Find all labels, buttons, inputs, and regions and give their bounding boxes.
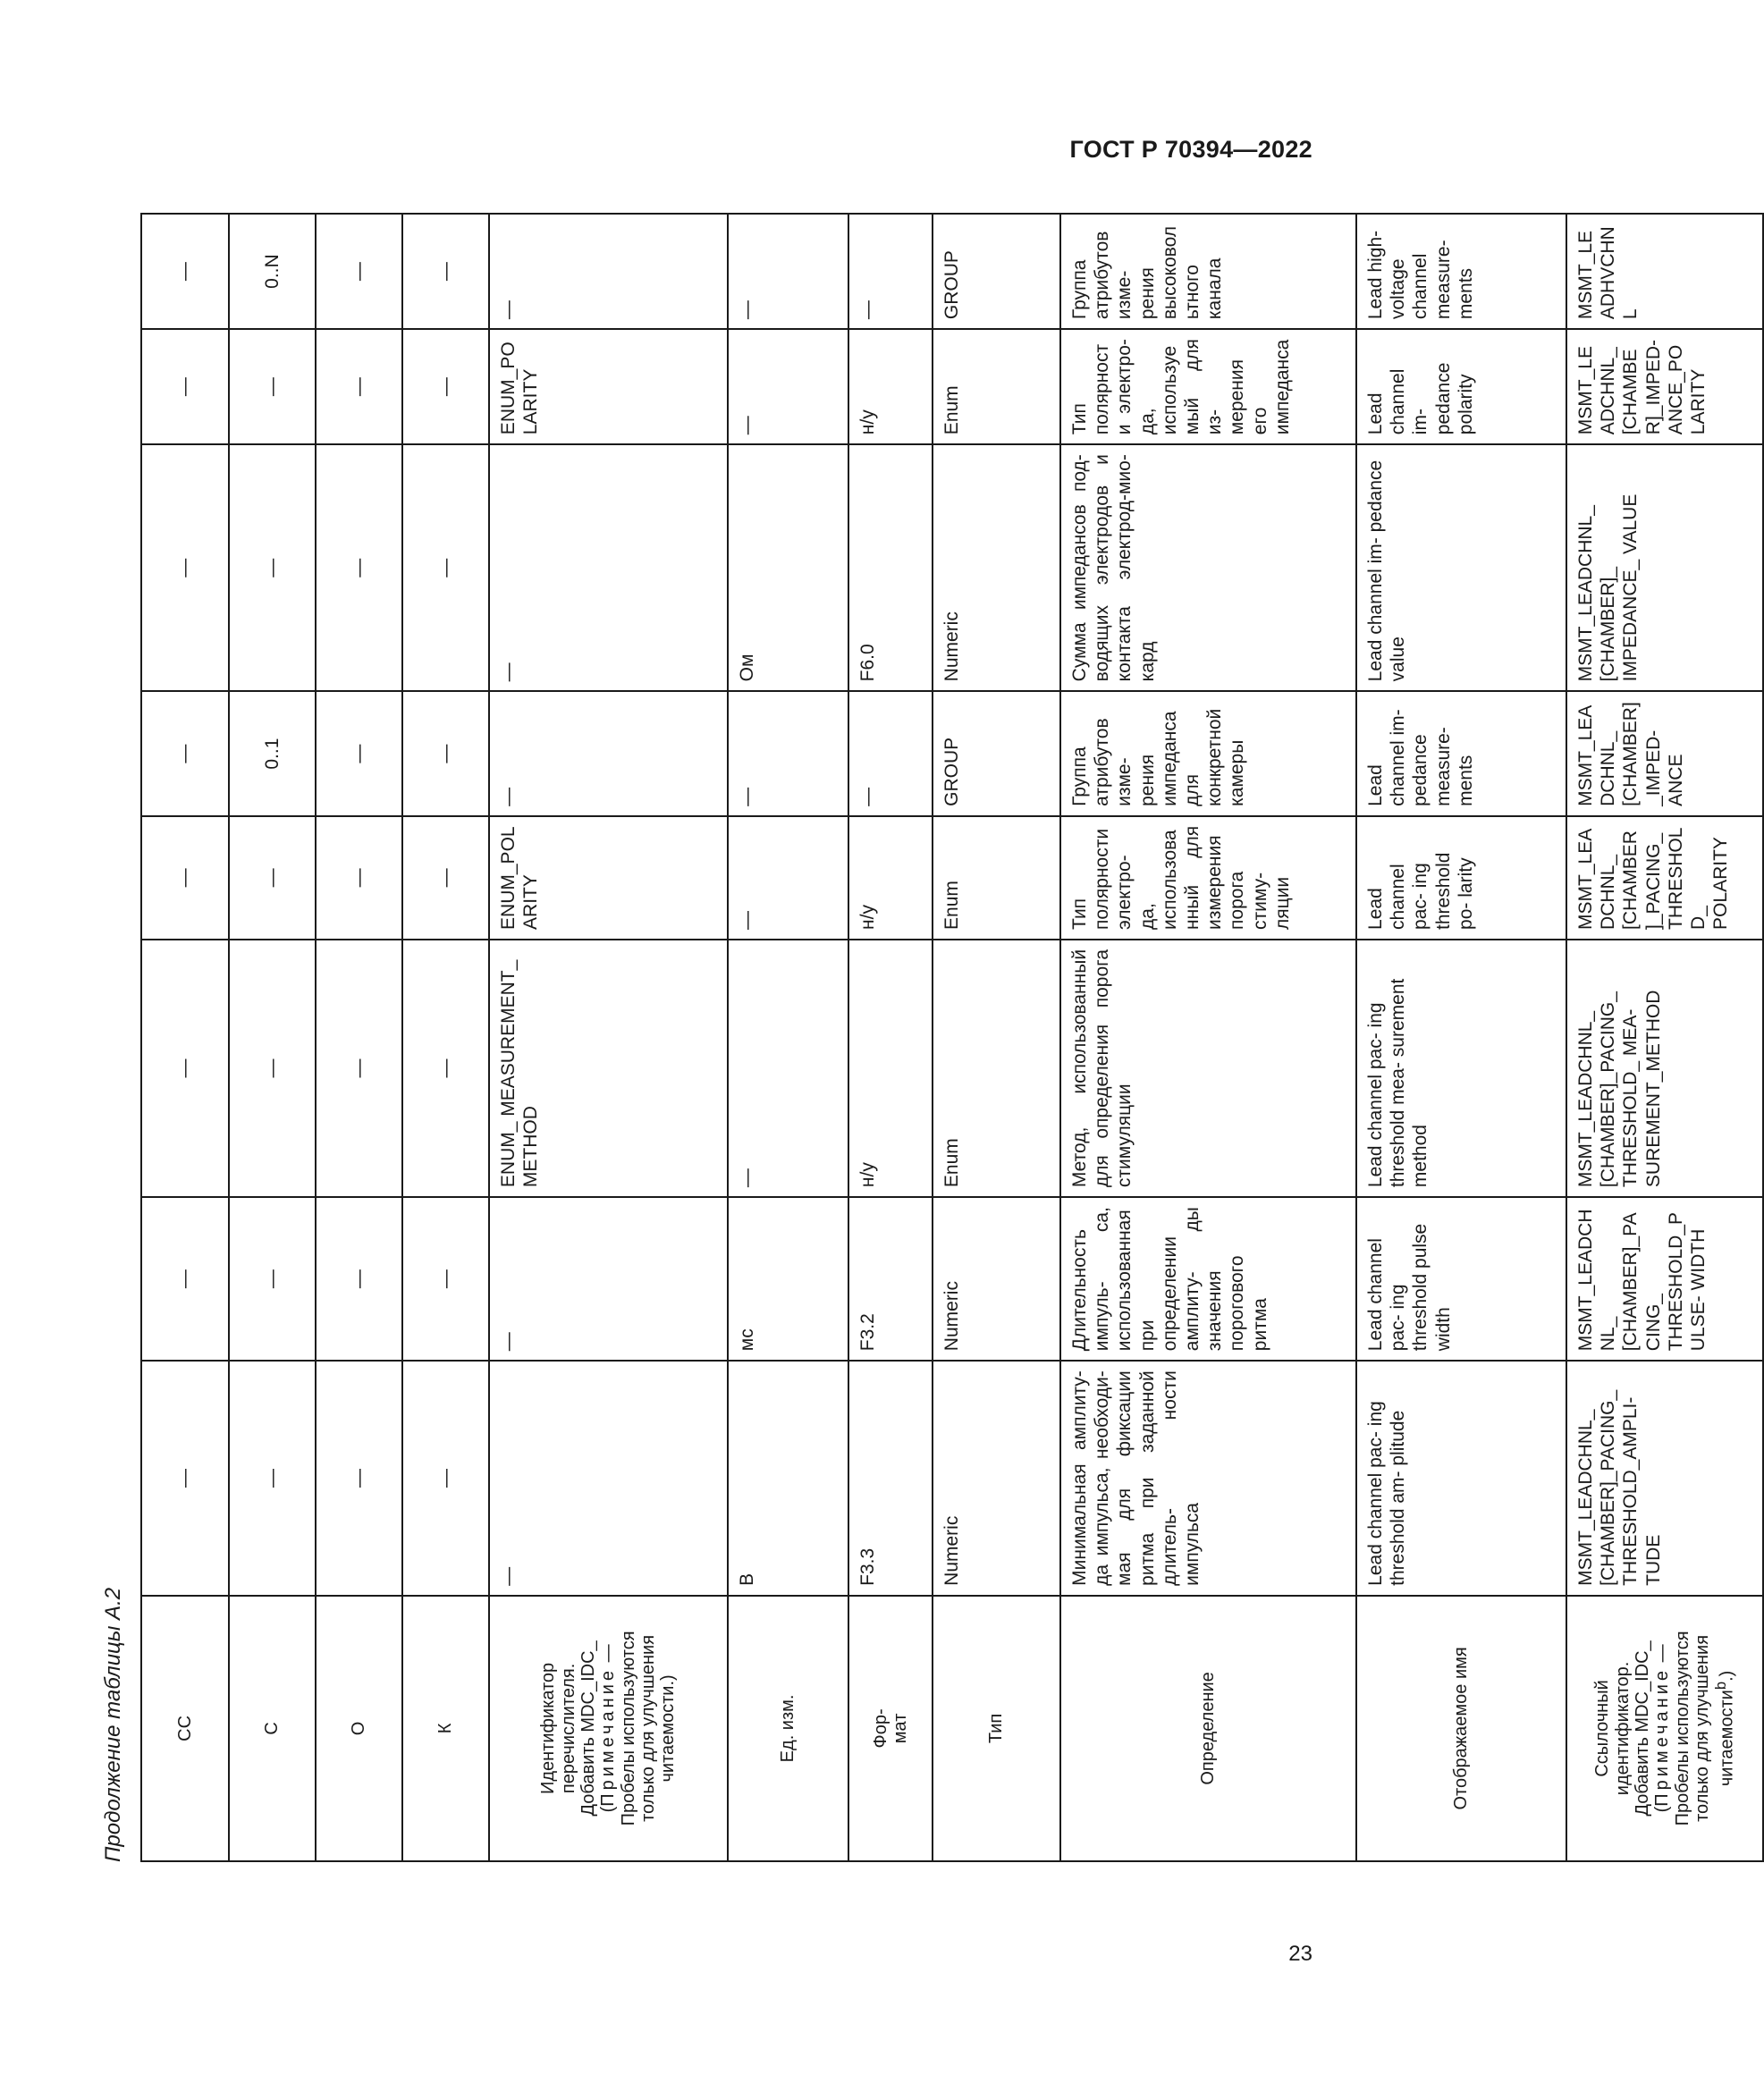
cell-cc: — xyxy=(141,1197,229,1361)
cell-definition: Метод, использованный для определения порога стимуляции xyxy=(1060,940,1356,1197)
cell-display-name: Lead channel pac- ing threshold po- larity xyxy=(1356,816,1566,940)
header-definition: Определение xyxy=(1060,1596,1356,1861)
cell-unit: Ом xyxy=(728,444,848,691)
cell-reference-identifier: MSMT_LEADCHNL_ [CHAMBER]_PACING_ THRESHOLD_ MEA- SUREMENT_METHOD xyxy=(1566,940,1763,1197)
field-row-cc xyxy=(141,214,229,1861)
cell-enum-identifier: ENUM_POLARITY xyxy=(489,329,728,444)
cell-c: — xyxy=(229,1361,316,1596)
cell-display-name: Lead channel pac- ing threshold mea- surement method xyxy=(1356,940,1566,1197)
cell-format: F3.2 xyxy=(848,1197,933,1361)
cell-unit: — xyxy=(728,214,848,329)
header-type: Тип xyxy=(933,1596,1060,1861)
cell-reference-identifier: MSMT_LEADCHNL_ [CHAMBER]_PACING_ THRESHOLD_ POLARITY xyxy=(1566,816,1763,940)
header-display-name: Отображаемое имя xyxy=(1356,1596,1566,1861)
cell-k: — xyxy=(402,1197,489,1361)
cell-unit: — xyxy=(728,816,848,940)
cell-display-name: Lead channel im- pedance polarity xyxy=(1356,329,1566,444)
cell-k: — xyxy=(402,444,489,691)
cell-cc: — xyxy=(141,816,229,940)
cell-unit: — xyxy=(728,940,848,1197)
cell-cc: — xyxy=(141,940,229,1197)
cell-cc: — xyxy=(141,691,229,816)
cell-format: F3.3 xyxy=(848,1361,933,1596)
cell-c: — xyxy=(229,816,316,940)
cell-type: GROUP xyxy=(933,214,1060,329)
cell-c: 0..N xyxy=(229,214,316,329)
cell-enum-identifier: — xyxy=(489,1361,728,1596)
field-row-format xyxy=(848,214,933,1861)
field-row-k xyxy=(402,214,489,1861)
cell-c: 0..1 xyxy=(229,691,316,816)
header-k: К xyxy=(402,1596,489,1861)
cell-k: — xyxy=(402,1361,489,1596)
cell-definition: Сумма импедансов под- водящих электродов и контакта электрод-мио- кард xyxy=(1060,444,1356,691)
cell-reference-identifier: MSMT_LEADCHNL_ [CHAMBER]_PACING_ THRESHOLD_PULSE- WIDTH xyxy=(1566,1197,1763,1361)
cell-format: н/у xyxy=(848,940,933,1197)
cell-type: Numeric xyxy=(933,1197,1060,1361)
cell-definition: Длительность импуль- са, использованная при определении амплиту- ды значения порогового ритма xyxy=(1060,1197,1356,1361)
cell-type: Enum xyxy=(933,940,1060,1197)
cell-cc: — xyxy=(141,1361,229,1596)
table-caption: Продолжение таблицы А.2 xyxy=(101,1587,125,1862)
document-standard-header: ГОСТ Р 70394—2022 xyxy=(1069,136,1312,163)
header-enum-identifier: Идентификатор перечислителя. Добавить MDC_IDC_ (Примечание — Пробелы используются только для улучшения читаемости.) xyxy=(489,1596,728,1861)
cell-type: Enum xyxy=(933,329,1060,444)
cell-enum-identifier: — xyxy=(489,691,728,816)
cell-display-name: Lead channel pac- ing threshold pulse width xyxy=(1356,1197,1566,1361)
cell-reference-identifier: MSMT_LEADCHNL_ [CHAMBER]_ IMPEDANCE_ VALUE xyxy=(1566,444,1763,691)
cell-c: — xyxy=(229,940,316,1197)
cell-enum-identifier: ENUM_ MEASUREMENT_ METHOD xyxy=(489,940,728,1197)
cell-reference-identifier: MSMT_LEADCHNL_ [CHAMBER]_IMPED- ANCE xyxy=(1566,691,1763,816)
cell-cc: — xyxy=(141,214,229,329)
cell-unit: — xyxy=(728,691,848,816)
cell-display-name: Lead channel im- pedance value xyxy=(1356,444,1566,691)
cell-k: — xyxy=(402,816,489,940)
cell-k: — xyxy=(402,329,489,444)
cell-k: — xyxy=(402,691,489,816)
cell-o: — xyxy=(316,691,402,816)
cell-definition: Минимальная амплиту- да импульса, необходи- мая для фиксации ритма при заданной длитель- ности импульса xyxy=(1060,1361,1356,1596)
specification-table xyxy=(140,213,1764,1862)
cell-c: — xyxy=(229,329,316,444)
header-cc: СС xyxy=(141,1596,229,1861)
cell-type: Enum xyxy=(933,816,1060,940)
cell-format: F6.0 xyxy=(848,444,933,691)
page-number: 23 xyxy=(1288,1942,1312,1966)
cell-o: — xyxy=(316,214,402,329)
cell-enum-identifier: — xyxy=(489,444,728,691)
field-row-definition xyxy=(1060,214,1356,1861)
header-reference-identifier: Ссылочный идентификатор. Добавить MDC_IDC_ (Примечание — Пробелы используются только для улучшения читаемости$^b$.) xyxy=(1566,1596,1763,1861)
cell-unit: мс xyxy=(728,1197,848,1361)
cell-k: — xyxy=(402,940,489,1197)
header-format: Фор- мат xyxy=(848,1596,933,1861)
cell-o: — xyxy=(316,444,402,691)
field-row-reference-identifier xyxy=(1566,214,1763,1861)
field-row-o xyxy=(316,214,402,1861)
cell-o: — xyxy=(316,940,402,1197)
cell-reference-identifier: MSMT_LEADCHNL_ [CHAMBER]_PACING_ THRESHOLD_AMPLI- TUDE xyxy=(1566,1361,1763,1596)
cell-definition: Группа атрибутов изме- рения высоковольтного канала xyxy=(1060,214,1356,329)
cell-o: — xyxy=(316,329,402,444)
cell-definition: Группа атрибутов изме- рения импеданса для конкретной камеры xyxy=(1060,691,1356,816)
cell-enum-identifier: — xyxy=(489,214,728,329)
cell-format: — xyxy=(848,691,933,816)
cell-display-name: Lead high-voltage channel measure- ments xyxy=(1356,214,1566,329)
field-row-display-name xyxy=(1356,214,1566,1861)
cell-reference-identifier: MSMT_LEADHVCHNL xyxy=(1566,214,1763,329)
cell-c: — xyxy=(229,444,316,691)
cell-enum-identifier: ENUM_POLARITY xyxy=(489,816,728,940)
cell-cc: — xyxy=(141,329,229,444)
cell-cc: — xyxy=(141,444,229,691)
cell-o: — xyxy=(316,1197,402,1361)
header-unit: Ед. изм. xyxy=(728,1596,848,1861)
header-c: С xyxy=(229,1596,316,1861)
cell-enum-identifier: — xyxy=(489,1197,728,1361)
cell-format: н/у xyxy=(848,329,933,444)
cell-format: н/у xyxy=(848,816,933,940)
cell-type: Numeric xyxy=(933,444,1060,691)
cell-o: — xyxy=(316,816,402,940)
header-o: О xyxy=(316,1596,402,1861)
cell-display-name: Lead channel im- pedance measure- ments xyxy=(1356,691,1566,816)
cell-format: — xyxy=(848,214,933,329)
cell-unit: — xyxy=(728,329,848,444)
rotated-table-page xyxy=(91,213,1737,1862)
cell-unit: В xyxy=(728,1361,848,1596)
field-row-type xyxy=(933,214,1060,1861)
cell-type: Numeric xyxy=(933,1361,1060,1596)
cell-o: — xyxy=(316,1361,402,1596)
cell-type: GROUP xyxy=(933,691,1060,816)
field-row-unit xyxy=(728,214,848,1861)
cell-k: — xyxy=(402,214,489,329)
cell-display-name: Lead channel pac- ing threshold am- plitude xyxy=(1356,1361,1566,1596)
field-row-c xyxy=(229,214,316,1861)
cell-c: — xyxy=(229,1197,316,1361)
field-row-enum-identifier xyxy=(489,214,728,1861)
cell-reference-identifier: MSMT_LEADCHNL_ [CHAMBER]_IMPED- ANCE_POLARITY xyxy=(1566,329,1763,444)
cell-definition: Тип полярности электро- да, использованный для измерения порога стиму- ляции xyxy=(1060,816,1356,940)
cell-definition: Тип полярности электро- да, используемый для из- мерения его импеданса xyxy=(1060,329,1356,444)
